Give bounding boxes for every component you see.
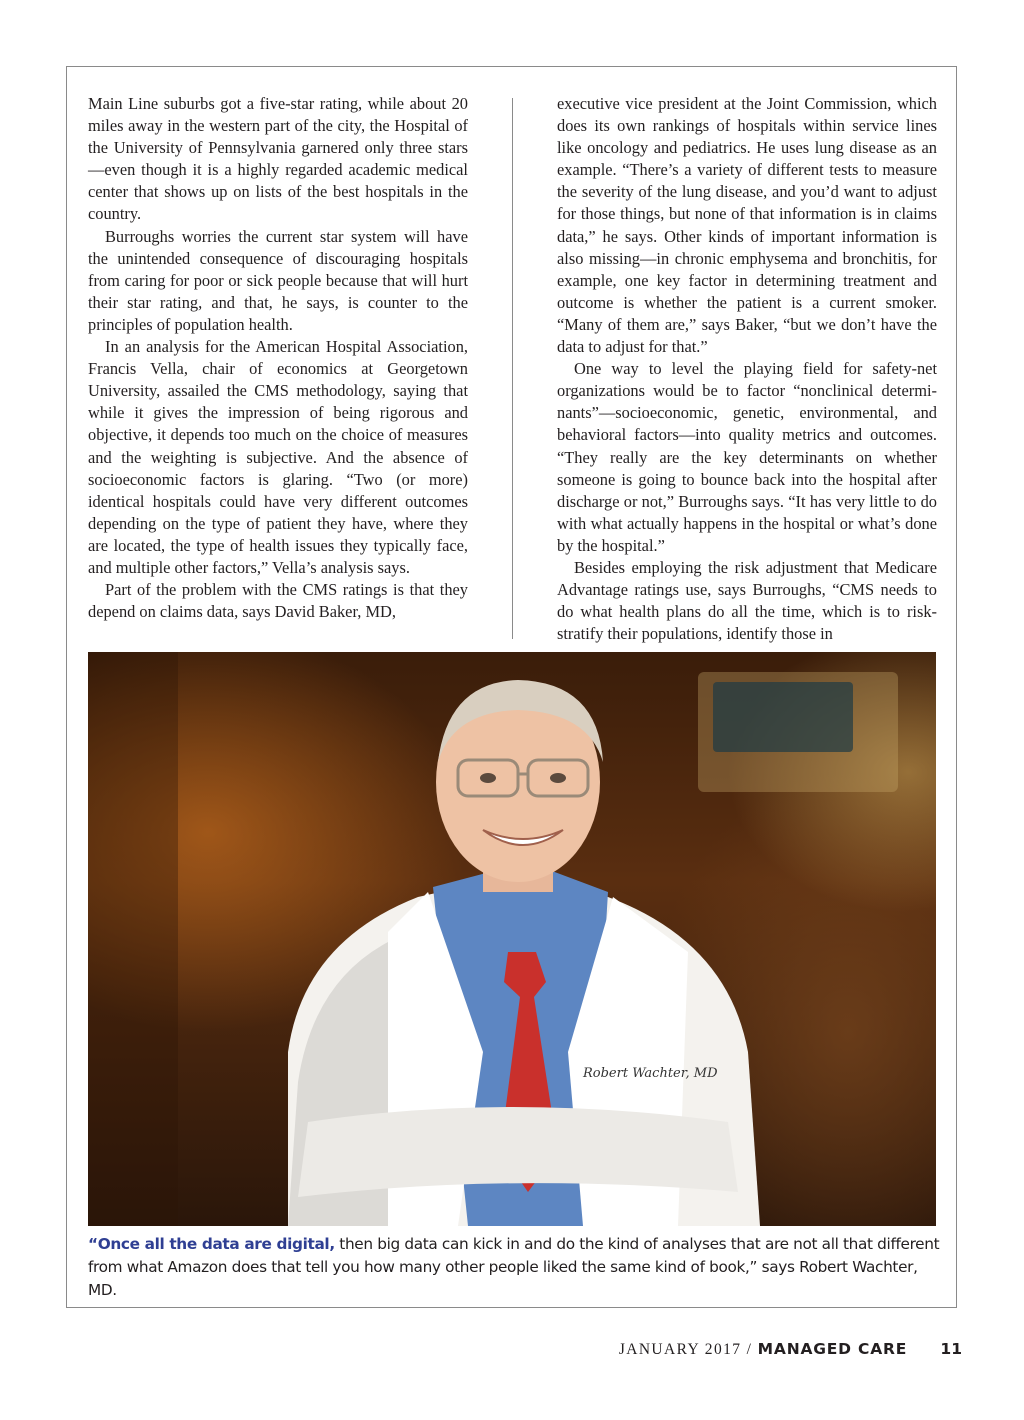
page-number: 11: [940, 1340, 962, 1358]
paragraph: executive vice president at the Joint Commission, which does its own rankings of hospitals within service lines like oncology and pediatrics. He uses lung disease as an example. “There’s a variety of different tests to measure the severity of the lung disease, and you’d want to adjust for those things, but none of that information is in claims data,” he says. Other kinds of important information is also missing—in chronic emphysema and bronchitis, for example, one key factor in determining treatment and outcome is whether the patient is a current smoker. “Many of them are,” says Baker, “but we don’t have the data to adjust for that.”: [557, 94, 937, 357]
magazine-name: MANAGED CARE: [757, 1340, 908, 1358]
paragraph: In an analysis for the American Hospital Association, Francis Vella, chair of economics at Georgetown University, assailed the CMS methodology, saying that while it gives the impression of being rigorous and objective, it depends too much on the choice of measures and the weighting is subjective. And the absence of socioeconomic factors is glaring. “Two (or more) identical hospitals could have very different outcomes depending on the type of patient they have, where they are located, the type of health issues they typically face, and multiple other factors,” Vella’s analysis says.: [88, 337, 468, 577]
paragraph: Burroughs worries the current star system will have the unintended consequence of discouraging hospitals from caring for poor or sick people because that will hurt their star rating, and that, he says, is counter to the principles of population health.: [88, 226, 468, 334]
caption-lead: “Once all the data are digital,: [88, 1235, 335, 1253]
paragraph: Main Line suburbs got a five-star rating, while about 20 miles away in the western part of the city, the Hospital of the University of Pennsylvania garnered only three stars—even though it is a highly regarded academic medical center that shows up on lists of the best hospitals in the country.: [88, 94, 468, 224]
portrait-photo: [88, 652, 936, 1226]
paragraph: Besides employing the risk adjustment that Medicare Advantage ratings use, says Burroughs, “CMS needs to do what health plans do all the time, which is to risk-stratify their populations, identify those in: [557, 557, 937, 644]
article-column-left: [88, 93, 468, 623]
column-divider: [512, 98, 513, 639]
page-footer: [619, 1340, 962, 1359]
photo-caption: [88, 1233, 948, 1302]
paragraph: One way to level the playing field for safety-net organizations would be to factor “nonclinical determinants”—socioeconomic, genetic, environmental, and behavioral factors—into quality metrics and outcomes. “They really are the key determinants on whether someone is going to bounce back into the hospital after discharge or not,” Burroughs says. “It has very little to do with what actually happens in the hospital or what’s done by the hospital.”: [557, 359, 937, 555]
article-column-right: [557, 93, 937, 645]
coat-name-label: Robert Wachter, MD: [583, 1066, 718, 1081]
portrait-illustration: [88, 652, 936, 1226]
paragraph: Part of the problem with the CMS ratings is that they depend on claims data, says David Baker, MD,: [88, 580, 468, 622]
issue-date: JANUARY 2017 /: [618, 1341, 753, 1358]
caption-text: then big data can kick in and do the kind of analyses that are not all that different from what Amazon does that tell you how many other people liked the same kind of book,” says Robert Wachter, MD.: [88, 1235, 940, 1299]
